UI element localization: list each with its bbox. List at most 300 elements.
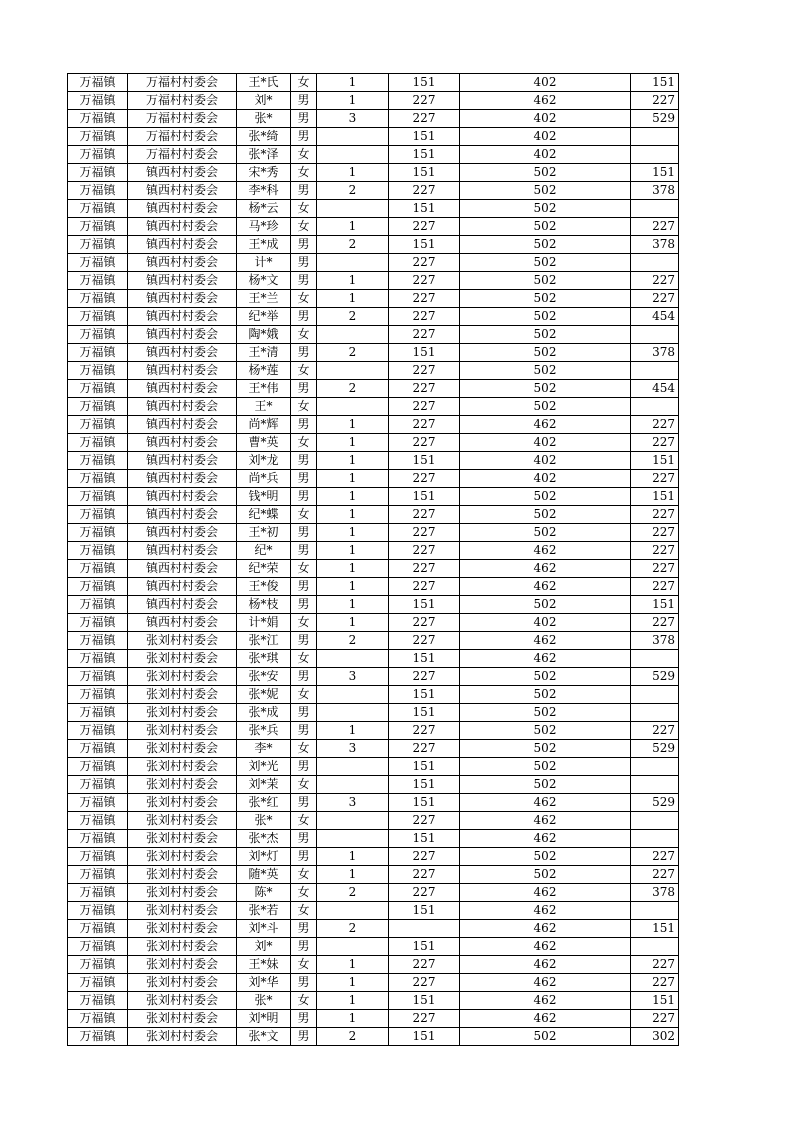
- gender-cell: 女: [291, 560, 317, 578]
- town-cell: 万福镇: [68, 254, 128, 272]
- name-cell: 陈*: [237, 884, 291, 902]
- gender-cell: 女: [291, 218, 317, 236]
- village-cell: 张刘村村委会: [128, 884, 237, 902]
- table-row: [68, 524, 679, 542]
- village-cell: 镇西村村委会: [128, 272, 237, 290]
- name-cell: 杨*云: [237, 200, 291, 218]
- gender-cell: 男: [291, 758, 317, 776]
- total-cell: 151: [631, 164, 679, 182]
- town-cell: 万福镇: [68, 830, 128, 848]
- name-cell: 张*若: [237, 902, 291, 920]
- town-cell: 万福镇: [68, 650, 128, 668]
- name-cell: 杨*枝: [237, 596, 291, 614]
- gender-cell: 男: [291, 830, 317, 848]
- table-row: [68, 110, 679, 128]
- total-cell: 227: [631, 956, 679, 974]
- name-cell: 刘*: [237, 938, 291, 956]
- total-cell: 227: [631, 470, 679, 488]
- village-cell: 张刘村村委会: [128, 830, 237, 848]
- table-row: [68, 164, 679, 182]
- table-row: [68, 236, 679, 254]
- name-cell: 张*文: [237, 1028, 291, 1046]
- name-cell: 张*成: [237, 704, 291, 722]
- table-row: [68, 974, 679, 992]
- village-cell: 张刘村村委会: [128, 668, 237, 686]
- total-cell: 227: [631, 416, 679, 434]
- table-row: [68, 776, 679, 794]
- table-row: [68, 902, 679, 920]
- count-cell: 1: [317, 722, 389, 740]
- amount-a-cell: 227: [389, 974, 460, 992]
- village-cell: 镇西村村委会: [128, 218, 237, 236]
- count-cell: [317, 650, 389, 668]
- amount-a-cell: 227: [389, 434, 460, 452]
- name-cell: 张*绮: [237, 128, 291, 146]
- gender-cell: 男: [291, 470, 317, 488]
- village-cell: 张刘村村委会: [128, 920, 237, 938]
- amount-a-cell: 227: [389, 668, 460, 686]
- gender-cell: 女: [291, 326, 317, 344]
- total-cell: 151: [631, 452, 679, 470]
- name-cell: 王*初: [237, 524, 291, 542]
- amount-b-cell: 462: [460, 884, 631, 902]
- count-cell: [317, 686, 389, 704]
- village-cell: 张刘村村委会: [128, 632, 237, 650]
- town-cell: 万福镇: [68, 146, 128, 164]
- amount-a-cell: 151: [389, 344, 460, 362]
- count-cell: 1: [317, 974, 389, 992]
- gender-cell: 男: [291, 110, 317, 128]
- amount-a-cell: 151: [389, 128, 460, 146]
- amount-b-cell: 502: [460, 488, 631, 506]
- table-row: [68, 1010, 679, 1028]
- town-cell: 万福镇: [68, 272, 128, 290]
- table-row: [68, 992, 679, 1010]
- village-cell: 万福村村委会: [128, 146, 237, 164]
- town-cell: 万福镇: [68, 938, 128, 956]
- amount-b-cell: 502: [460, 776, 631, 794]
- town-cell: 万福镇: [68, 434, 128, 452]
- name-cell: 张*: [237, 110, 291, 128]
- name-cell: 尚*兵: [237, 470, 291, 488]
- gender-cell: 女: [291, 164, 317, 182]
- amount-a-cell: 227: [389, 272, 460, 290]
- name-cell: 纪*: [237, 542, 291, 560]
- gender-cell: 女: [291, 506, 317, 524]
- total-cell: 227: [631, 506, 679, 524]
- count-cell: [317, 938, 389, 956]
- gender-cell: 男: [291, 596, 317, 614]
- amount-b-cell: 462: [460, 938, 631, 956]
- village-cell: 张刘村村委会: [128, 776, 237, 794]
- roster-sheet: [67, 73, 679, 1046]
- gender-cell: 男: [291, 1028, 317, 1046]
- town-cell: 万福镇: [68, 596, 128, 614]
- village-cell: 万福村村委会: [128, 110, 237, 128]
- table-row: [68, 758, 679, 776]
- town-cell: 万福镇: [68, 380, 128, 398]
- total-cell: 227: [631, 848, 679, 866]
- table-row: [68, 722, 679, 740]
- amount-b-cell: 502: [460, 362, 631, 380]
- table-row: [68, 344, 679, 362]
- total-cell: [631, 398, 679, 416]
- village-cell: 镇西村村委会: [128, 416, 237, 434]
- town-cell: 万福镇: [68, 344, 128, 362]
- village-cell: 张刘村村委会: [128, 704, 237, 722]
- name-cell: 张*: [237, 812, 291, 830]
- gender-cell: 男: [291, 344, 317, 362]
- table-row: [68, 542, 679, 560]
- table-row: [68, 146, 679, 164]
- amount-a-cell: 151: [389, 596, 460, 614]
- gender-cell: 女: [291, 776, 317, 794]
- gender-cell: 男: [291, 254, 317, 272]
- total-cell: 151: [631, 488, 679, 506]
- total-cell: 151: [631, 992, 679, 1010]
- total-cell: 378: [631, 344, 679, 362]
- name-cell: 杨*莲: [237, 362, 291, 380]
- amount-b-cell: 462: [460, 830, 631, 848]
- name-cell: 张*琪: [237, 650, 291, 668]
- total-cell: [631, 146, 679, 164]
- village-cell: 张刘村村委会: [128, 848, 237, 866]
- count-cell: [317, 398, 389, 416]
- gender-cell: 男: [291, 236, 317, 254]
- village-cell: 张刘村村委会: [128, 722, 237, 740]
- village-cell: 万福村村委会: [128, 74, 237, 92]
- total-cell: 227: [631, 524, 679, 542]
- table-row: [68, 956, 679, 974]
- table-row: [68, 578, 679, 596]
- amount-b-cell: 502: [460, 218, 631, 236]
- gender-cell: 女: [291, 902, 317, 920]
- total-cell: [631, 776, 679, 794]
- gender-cell: 男: [291, 380, 317, 398]
- amount-a-cell: 151: [389, 776, 460, 794]
- roster-body: [68, 74, 679, 1046]
- total-cell: 227: [631, 218, 679, 236]
- total-cell: 529: [631, 794, 679, 812]
- total-cell: 227: [631, 92, 679, 110]
- table-row: [68, 416, 679, 434]
- amount-a-cell: 227: [389, 884, 460, 902]
- town-cell: 万福镇: [68, 290, 128, 308]
- gender-cell: 女: [291, 686, 317, 704]
- gender-cell: 男: [291, 722, 317, 740]
- name-cell: 王*兰: [237, 290, 291, 308]
- village-cell: 张刘村村委会: [128, 938, 237, 956]
- name-cell: 王*: [237, 398, 291, 416]
- name-cell: 刘*光: [237, 758, 291, 776]
- table-row: [68, 920, 679, 938]
- gender-cell: 男: [291, 668, 317, 686]
- total-cell: [631, 758, 679, 776]
- village-cell: 镇西村村委会: [128, 560, 237, 578]
- amount-b-cell: 462: [460, 902, 631, 920]
- town-cell: 万福镇: [68, 416, 128, 434]
- gender-cell: 女: [291, 812, 317, 830]
- count-cell: 1: [317, 992, 389, 1010]
- amount-a-cell: 151: [389, 938, 460, 956]
- village-cell: 镇西村村委会: [128, 542, 237, 560]
- town-cell: 万福镇: [68, 560, 128, 578]
- town-cell: 万福镇: [68, 920, 128, 938]
- town-cell: 万福镇: [68, 794, 128, 812]
- village-cell: 张刘村村委会: [128, 686, 237, 704]
- name-cell: 纪*蝶: [237, 506, 291, 524]
- count-cell: [317, 704, 389, 722]
- total-cell: 151: [631, 920, 679, 938]
- gender-cell: 男: [291, 1010, 317, 1028]
- town-cell: 万福镇: [68, 992, 128, 1010]
- count-cell: 1: [317, 956, 389, 974]
- gender-cell: 女: [291, 362, 317, 380]
- name-cell: 计*娟: [237, 614, 291, 632]
- amount-b-cell: 502: [460, 308, 631, 326]
- village-cell: 镇西村村委会: [128, 254, 237, 272]
- table-row: [68, 1028, 679, 1046]
- amount-a-cell: 151: [389, 236, 460, 254]
- village-cell: 镇西村村委会: [128, 470, 237, 488]
- amount-b-cell: 502: [460, 272, 631, 290]
- count-cell: 3: [317, 794, 389, 812]
- town-cell: 万福镇: [68, 164, 128, 182]
- amount-a-cell: 151: [389, 830, 460, 848]
- town-cell: 万福镇: [68, 506, 128, 524]
- amount-a-cell: 227: [389, 182, 460, 200]
- table-row: [68, 812, 679, 830]
- amount-a-cell: 151: [389, 1028, 460, 1046]
- amount-b-cell: 402: [460, 110, 631, 128]
- gender-cell: 女: [291, 146, 317, 164]
- amount-b-cell: 502: [460, 164, 631, 182]
- amount-b-cell: 502: [460, 1028, 631, 1046]
- total-cell: 227: [631, 614, 679, 632]
- count-cell: 1: [317, 614, 389, 632]
- town-cell: 万福镇: [68, 956, 128, 974]
- village-cell: 镇西村村委会: [128, 344, 237, 362]
- amount-a-cell: 151: [389, 686, 460, 704]
- name-cell: 陶*娥: [237, 326, 291, 344]
- count-cell: 1: [317, 452, 389, 470]
- total-cell: [631, 902, 679, 920]
- gender-cell: 男: [291, 92, 317, 110]
- village-cell: 张刘村村委会: [128, 974, 237, 992]
- total-cell: [631, 830, 679, 848]
- town-cell: 万福镇: [68, 776, 128, 794]
- table-row: [68, 380, 679, 398]
- name-cell: 计*: [237, 254, 291, 272]
- count-cell: 1: [317, 74, 389, 92]
- village-cell: 镇西村村委会: [128, 164, 237, 182]
- total-cell: 227: [631, 560, 679, 578]
- amount-b-cell: 502: [460, 344, 631, 362]
- amount-b-cell: 462: [460, 956, 631, 974]
- gender-cell: 女: [291, 650, 317, 668]
- count-cell: [317, 200, 389, 218]
- name-cell: 纪*荣: [237, 560, 291, 578]
- gender-cell: 男: [291, 542, 317, 560]
- amount-b-cell: 502: [460, 866, 631, 884]
- name-cell: 宋*秀: [237, 164, 291, 182]
- total-cell: 151: [631, 596, 679, 614]
- town-cell: 万福镇: [68, 92, 128, 110]
- amount-b-cell: 502: [460, 704, 631, 722]
- amount-a-cell: 227: [389, 812, 460, 830]
- gender-cell: 男: [291, 524, 317, 542]
- table-row: [68, 308, 679, 326]
- table-row: [68, 290, 679, 308]
- amount-a-cell: 227: [389, 416, 460, 434]
- gender-cell: 男: [291, 848, 317, 866]
- total-cell: 529: [631, 668, 679, 686]
- name-cell: 王*氏: [237, 74, 291, 92]
- amount-b-cell: 502: [460, 524, 631, 542]
- gender-cell: 男: [291, 416, 317, 434]
- name-cell: 王*俊: [237, 578, 291, 596]
- village-cell: 镇西村村委会: [128, 362, 237, 380]
- count-cell: 1: [317, 560, 389, 578]
- town-cell: 万福镇: [68, 218, 128, 236]
- amount-b-cell: 462: [460, 992, 631, 1010]
- amount-a-cell: 227: [389, 614, 460, 632]
- name-cell: 张*兵: [237, 722, 291, 740]
- amount-b-cell: 502: [460, 668, 631, 686]
- table-row: [68, 488, 679, 506]
- gender-cell: 男: [291, 308, 317, 326]
- town-cell: 万福镇: [68, 110, 128, 128]
- town-cell: 万福镇: [68, 668, 128, 686]
- town-cell: 万福镇: [68, 578, 128, 596]
- town-cell: 万福镇: [68, 974, 128, 992]
- town-cell: 万福镇: [68, 866, 128, 884]
- total-cell: [631, 704, 679, 722]
- village-cell: 镇西村村委会: [128, 506, 237, 524]
- count-cell: 1: [317, 596, 389, 614]
- count-cell: [317, 326, 389, 344]
- table-row: [68, 200, 679, 218]
- gender-cell: 女: [291, 956, 317, 974]
- amount-a-cell: 227: [389, 722, 460, 740]
- total-cell: [631, 254, 679, 272]
- village-cell: 镇西村村委会: [128, 434, 237, 452]
- name-cell: 张*: [237, 992, 291, 1010]
- amount-b-cell: 502: [460, 758, 631, 776]
- table-row: [68, 830, 679, 848]
- amount-b-cell: 462: [460, 560, 631, 578]
- gender-cell: 女: [291, 740, 317, 758]
- count-cell: 1: [317, 524, 389, 542]
- total-cell: 227: [631, 578, 679, 596]
- table-row: [68, 848, 679, 866]
- total-cell: [631, 200, 679, 218]
- name-cell: 尚*辉: [237, 416, 291, 434]
- name-cell: 随*英: [237, 866, 291, 884]
- gender-cell: 女: [291, 992, 317, 1010]
- village-cell: 张刘村村委会: [128, 812, 237, 830]
- table-row: [68, 452, 679, 470]
- amount-a-cell: 151: [389, 74, 460, 92]
- amount-b-cell: 462: [460, 416, 631, 434]
- table-row: [68, 938, 679, 956]
- name-cell: 王*清: [237, 344, 291, 362]
- amount-b-cell: 502: [460, 740, 631, 758]
- table-row: [68, 434, 679, 452]
- town-cell: 万福镇: [68, 182, 128, 200]
- table-row: [68, 794, 679, 812]
- amount-b-cell: 502: [460, 254, 631, 272]
- town-cell: 万福镇: [68, 524, 128, 542]
- amount-a-cell: 227: [389, 632, 460, 650]
- total-cell: 227: [631, 866, 679, 884]
- count-cell: 3: [317, 668, 389, 686]
- amount-b-cell: 502: [460, 380, 631, 398]
- amount-a-cell: 227: [389, 542, 460, 560]
- total-cell: 378: [631, 182, 679, 200]
- town-cell: 万福镇: [68, 758, 128, 776]
- table-row: [68, 182, 679, 200]
- name-cell: 张*妮: [237, 686, 291, 704]
- gender-cell: 女: [291, 866, 317, 884]
- town-cell: 万福镇: [68, 812, 128, 830]
- amount-a-cell: 227: [389, 92, 460, 110]
- village-cell: 张刘村村委会: [128, 794, 237, 812]
- village-cell: 镇西村村委会: [128, 182, 237, 200]
- amount-a-cell: 227: [389, 326, 460, 344]
- name-cell: 张*杰: [237, 830, 291, 848]
- town-cell: 万福镇: [68, 1028, 128, 1046]
- village-cell: 镇西村村委会: [128, 524, 237, 542]
- name-cell: 刘*华: [237, 974, 291, 992]
- name-cell: 王*妹: [237, 956, 291, 974]
- table-row: [68, 92, 679, 110]
- table-row: [68, 74, 679, 92]
- amount-a-cell: 227: [389, 956, 460, 974]
- amount-b-cell: 502: [460, 398, 631, 416]
- table-row: [68, 650, 679, 668]
- amount-a-cell: 227: [389, 560, 460, 578]
- table-row: [68, 632, 679, 650]
- town-cell: 万福镇: [68, 308, 128, 326]
- count-cell: 1: [317, 434, 389, 452]
- amount-b-cell: 462: [460, 632, 631, 650]
- gender-cell: 女: [291, 884, 317, 902]
- town-cell: 万福镇: [68, 200, 128, 218]
- table-row: [68, 596, 679, 614]
- count-cell: [317, 758, 389, 776]
- count-cell: 3: [317, 740, 389, 758]
- amount-a-cell: 151: [389, 902, 460, 920]
- gender-cell: 男: [291, 452, 317, 470]
- village-cell: 镇西村村委会: [128, 380, 237, 398]
- count-cell: [317, 128, 389, 146]
- name-cell: 杨*文: [237, 272, 291, 290]
- amount-b-cell: 502: [460, 326, 631, 344]
- total-cell: 529: [631, 740, 679, 758]
- table-row: [68, 686, 679, 704]
- total-cell: 151: [631, 74, 679, 92]
- village-cell: 张刘村村委会: [128, 758, 237, 776]
- amount-a-cell: 151: [389, 488, 460, 506]
- total-cell: [631, 938, 679, 956]
- count-cell: [317, 902, 389, 920]
- name-cell: 张*安: [237, 668, 291, 686]
- village-cell: 镇西村村委会: [128, 578, 237, 596]
- amount-a-cell: 227: [389, 578, 460, 596]
- amount-b-cell: 402: [460, 128, 631, 146]
- name-cell: 刘*: [237, 92, 291, 110]
